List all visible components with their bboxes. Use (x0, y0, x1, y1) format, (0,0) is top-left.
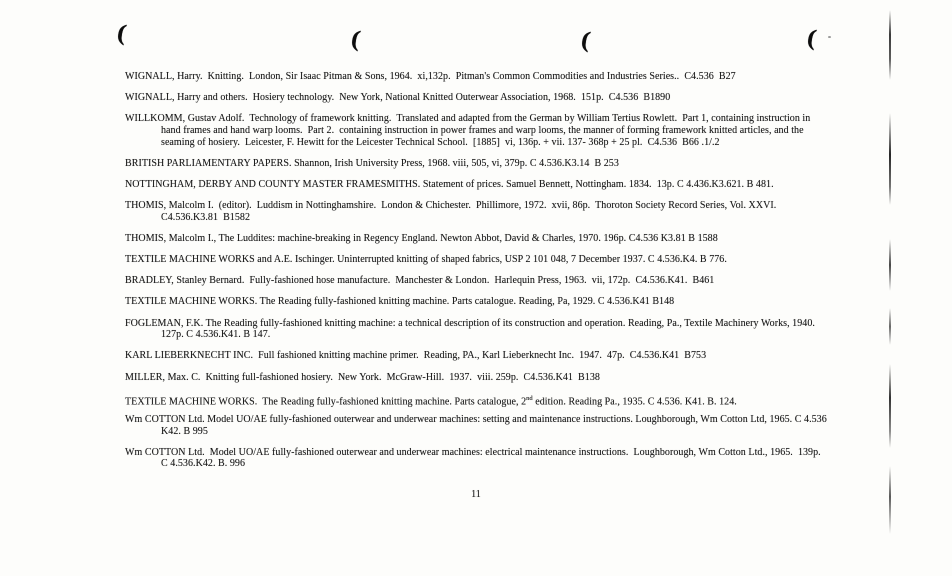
bibliography-entry (125, 92, 912, 104)
entry-line: TEXTILE MACHINE WORKS and A.E. Ischinger. Uninterrupted knitting of shaped fabrics, USP 2 101 048, 7 December 1937. C 4.536.K4. B 776. (125, 254, 727, 266)
entry-line: Wm COTTON Ltd. Model UO/AE fully-fashioned outerwear and underwear machines: setting and maintenance instructions. Loughborough, Wm Cotton Ltd, 1965. C 4.536 (125, 414, 827, 425)
entry-line: WILLKOMM, Gustav Adolf. Technology of framework knitting. Translated and adapted from the German by William Tertius Rowlett. Part 1, containing instruction in (125, 113, 811, 125)
entry-line: BRADLEY, Stanley Bernard. Fully-fashioned hose manufacture. Manchester & London. Harlequin Press, 1963. vii, 172p. C4.536.K41. B461 (125, 275, 715, 287)
bibliography-entry (125, 296, 912, 308)
entry-line: WIGNALL, Harry. Knitting. London, Sir Isaac Pitman & Sons, 1964. xi,132p. Pitman's Common Commodities and Industries Series.. C4.536 B27 (125, 71, 736, 82)
entry-line: 127p. C 4.536.K41. B 147. (161, 329, 271, 341)
ordinal-superscript: nd (526, 394, 533, 402)
scan-speck (828, 36, 831, 38)
entry-line: BRITISH PARLIAMENTARY PAPERS. Shannon, Irish University Press, 1968. viii, 505, vi, 379p. C 4.536.K3.14 B 253 (125, 157, 619, 169)
bibliography-entry (125, 350, 912, 362)
bibliography-entry (125, 372, 912, 384)
entry-line: hand frames and hand warp looms. Part 2. containing instruction in power frames and warp looms, the manner of forming framework knitted articles, and the (161, 124, 804, 136)
scan-bracket-mark: ( (349, 25, 363, 52)
scan-bracket-mark: ( (579, 26, 593, 53)
entry-line: MILLER, Max. C. Knitting full-fashioned hosiery. New York. McGraw-Hill. 1937. viii. 259p. C4.536.K41 B138 (125, 371, 600, 383)
entry-line: C 4.536.K42. B. 996 (161, 458, 246, 470)
entry-line: seaming of hosiery. Leicester, F. Hewitt for the Leicester Technical School. [1885] vi, 136p. + vii. 137- 368p + 25 pl. C4.536 B66 .1/.2 (161, 136, 720, 148)
bibliography-entry (125, 233, 912, 245)
bibliography-entry (125, 113, 912, 148)
bibliography-entry (125, 393, 912, 408)
bibliography-entry (125, 275, 912, 287)
bibliography-entry (125, 200, 912, 223)
bibliography-entry (125, 71, 912, 83)
entry-line: KARL LIEBERKNECHT INC. Full fashioned knitting machine primer. Reading, PA., Karl Lieberknecht Inc. 1947. 47p. C4.536.K41 B753 (125, 350, 707, 362)
bibliography-entry (125, 254, 912, 266)
entry-line: THOMIS, Malcolm I., The Luddites: machine-breaking in Regency England. Newton Abbot, David & Charles, 1970. 196p. C4.536 K3.81 B 1588 (125, 232, 718, 244)
entry-text: TEXTILE MACHINE WORKS. The Reading fully-fashioned knitting machine. Parts catalogue, 2 (125, 396, 527, 408)
scan-edge-artifact (889, 10, 891, 80)
entry-line: Wm COTTON Ltd. Model UO/AE fully-fashioned outerwear and underwear machines: electrical maintenance instructions. Loughborough, Wm Cotton Ltd., 1965. 139p. (125, 446, 821, 458)
entry-line: FOGLEMAN, F.K. The Reading fully-fashioned knitting machine: a technical description of its construction and operation. Reading, Pa., Textile Machinery Works, 1940. (125, 317, 815, 329)
bibliography-entry (125, 179, 912, 191)
bibliography-list (125, 71, 912, 480)
scan-bracket-mark: ( (115, 19, 129, 46)
entry-line: C4.536.K3.81 B1582 (161, 211, 251, 223)
bibliography-entry (125, 414, 912, 437)
entry-line (125, 393, 912, 408)
entry-line: WIGNALL, Harry and others. Hosiery technology. New York, National Knitted Outerwear Association, 1968. 151p. C4.536 B1890 (125, 92, 671, 104)
entry-line: THOMIS, Malcolm I. (editor). Luddism in Nottinghamshire. London & Chichester. Phillimore, 1972. xvii, 86p. Thoroton Society Record Series, Vol. XXVI. (125, 200, 777, 212)
bibliography-entry (125, 447, 912, 470)
page-number: 11 (471, 489, 481, 500)
scan-bracket-mark: ( (805, 24, 819, 51)
entry-line: TEXTILE MACHINE WORKS. The Reading fully-fashioned knitting machine. Parts catalogue. Reading, Pa, 1929. C 4.536.K41 B148 (125, 296, 675, 308)
entry-line: NOTTINGHAM, DERBY AND COUNTY MASTER FRAMESMITHS. Statement of prices. Samuel Bennett, Nottingham. 1834. 13p. C 4.436.K3.621. B 481. (125, 178, 774, 190)
bibliography-entry (125, 158, 912, 170)
bibliography-entry (125, 318, 912, 341)
entry-text: edition. Reading Pa., 1935. C 4.536. K41. B. 124. (532, 396, 737, 408)
entry-line: K42. B 995 (161, 425, 208, 437)
